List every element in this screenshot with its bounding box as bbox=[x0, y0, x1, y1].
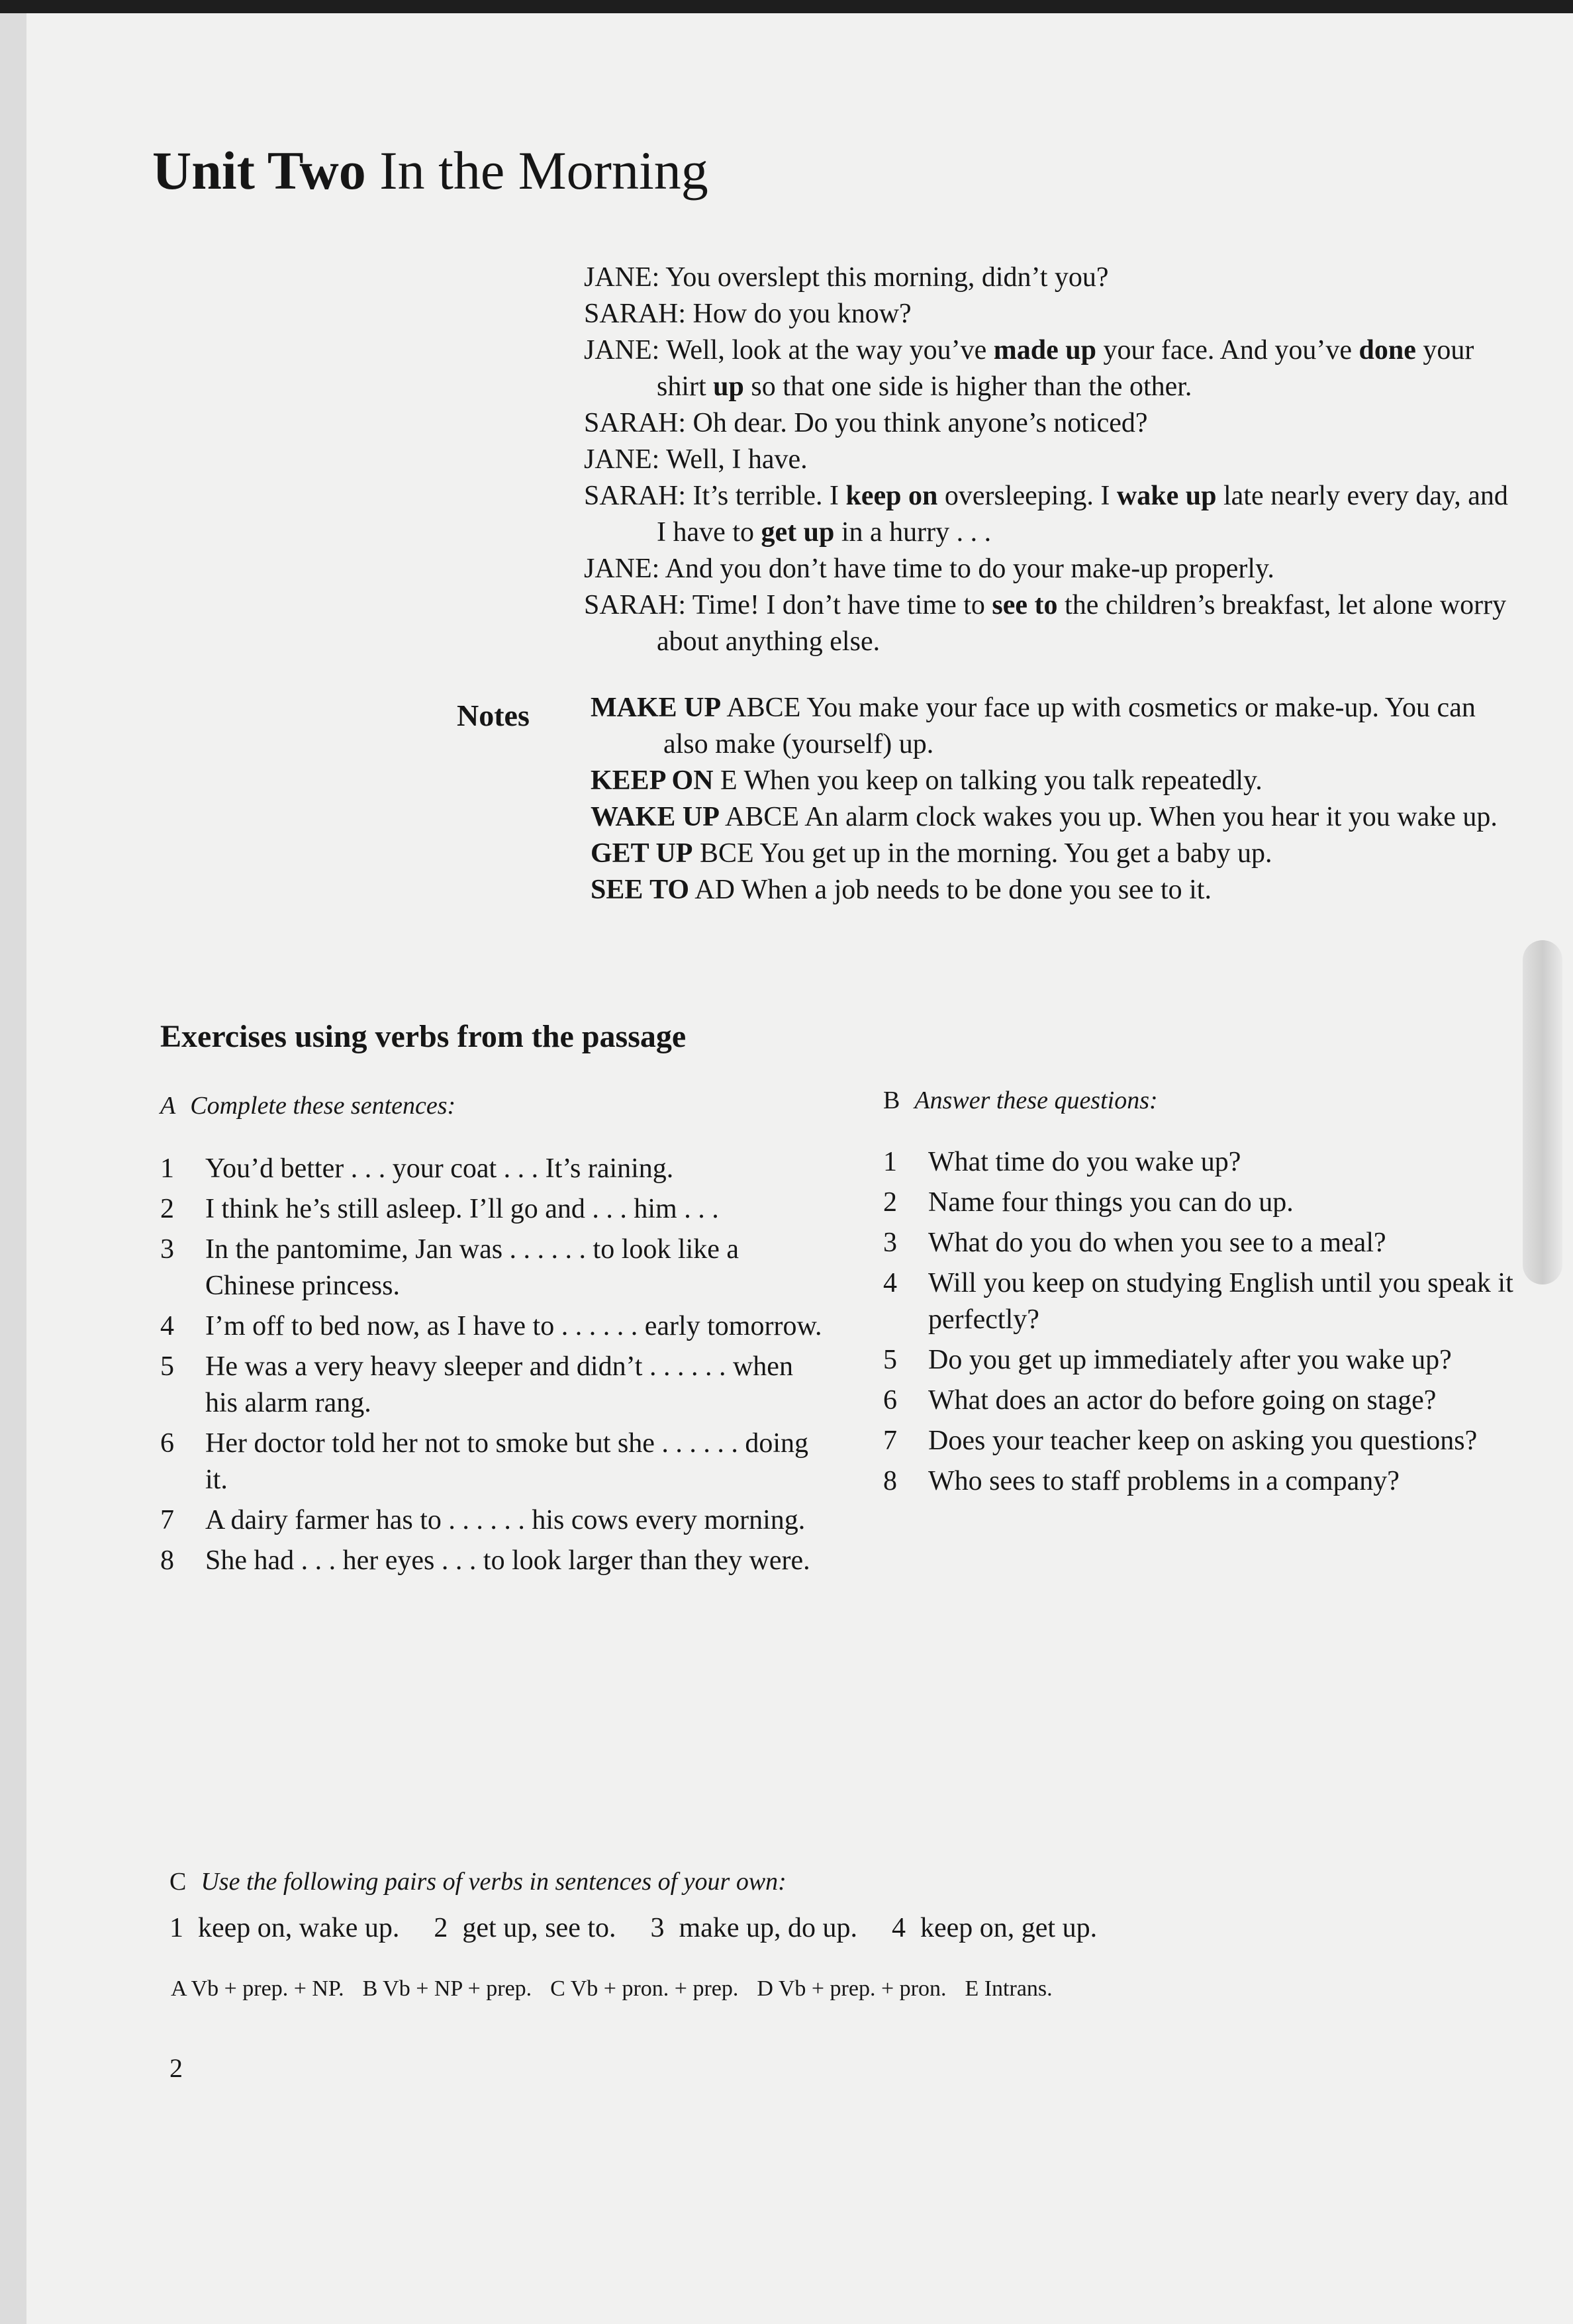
pair-number: 2 bbox=[434, 1913, 448, 1943]
key-entry: C Vb + pron. + prep. bbox=[550, 1976, 739, 2001]
note-verb: MAKE UP bbox=[591, 693, 722, 723]
pair-text: keep on, get up. bbox=[920, 1913, 1098, 1943]
unit-title-rest: In the Morning bbox=[379, 140, 708, 201]
dialogue-text: It’s terrible. I bbox=[692, 481, 846, 511]
dialogue-text: your face. And you’ve bbox=[1096, 335, 1359, 365]
item-number: 2 bbox=[160, 1194, 174, 1224]
dialogue-text: your shirt bbox=[657, 335, 1474, 402]
dialogue-line bbox=[584, 405, 1524, 442]
verb-pair bbox=[434, 1910, 616, 1947]
item-number: 5 bbox=[883, 1345, 897, 1375]
item-text: You’d better . . . your coat . . . It’s raining. bbox=[205, 1153, 674, 1184]
list-item bbox=[160, 1151, 822, 1187]
dialogue-line bbox=[584, 260, 1524, 296]
verb-pair bbox=[169, 1910, 399, 1947]
dialogue-line bbox=[584, 478, 1524, 551]
note-code: E bbox=[713, 765, 744, 796]
note-entry bbox=[591, 690, 1517, 763]
list-item bbox=[883, 1423, 1519, 1459]
note-code: ABCE bbox=[721, 693, 807, 723]
dialogue-line bbox=[584, 296, 1524, 332]
speaker-name: SARAH: bbox=[584, 481, 693, 511]
list-item bbox=[160, 1308, 822, 1345]
item-text: Do you get up immediately after you wake up? bbox=[928, 1345, 1452, 1375]
item-text: In the pantomime, Jan was . . . . . . to look like a Chinese princess. bbox=[205, 1234, 739, 1301]
item-text: A dairy farmer has to . . . . . . his cows every morning. bbox=[205, 1505, 806, 1535]
item-text: Will you keep on studying English until you speak it perfectly? bbox=[928, 1268, 1513, 1335]
note-entry bbox=[591, 799, 1517, 836]
pair-number: 4 bbox=[891, 1913, 906, 1943]
note-verb: KEEP ON bbox=[591, 765, 714, 796]
note-code: ABCE bbox=[719, 802, 805, 832]
section-b-instruction bbox=[883, 1086, 1158, 1115]
item-text: Name four things you can do up. bbox=[928, 1187, 1294, 1218]
item-text: He was a very heavy sleeper and didn’t . . . . . . when his alarm rang. bbox=[205, 1351, 793, 1418]
list-item bbox=[883, 1382, 1519, 1419]
key-entry: A Vb + prep. + NP. bbox=[171, 1976, 344, 2001]
section-b-letter: B bbox=[883, 1087, 900, 1114]
dialogue-line bbox=[584, 332, 1524, 405]
page-number: 2 bbox=[169, 2053, 183, 2083]
dialogue-text: How do you know? bbox=[692, 299, 912, 329]
item-number: 7 bbox=[883, 1426, 897, 1456]
item-number: 2 bbox=[883, 1187, 897, 1218]
item-text: What do you do when you see to a meal? bbox=[928, 1228, 1386, 1258]
list-item bbox=[160, 1543, 822, 1579]
key-entry: D Vb + prep. + pron. bbox=[757, 1976, 947, 2001]
item-text: Does your teacher keep on asking you questions? bbox=[928, 1426, 1478, 1456]
item-number: 1 bbox=[883, 1147, 897, 1177]
item-number: 4 bbox=[160, 1311, 174, 1341]
dialogue-line bbox=[584, 587, 1524, 660]
note-entry bbox=[591, 836, 1517, 872]
section-a-text: Complete these sentences: bbox=[190, 1092, 456, 1120]
list-item bbox=[883, 1144, 1519, 1181]
item-text: What does an actor do before going on stage? bbox=[928, 1385, 1437, 1416]
phrasal-verb: keep on bbox=[845, 481, 938, 511]
item-number: 1 bbox=[160, 1153, 174, 1184]
speaker-name: JANE: bbox=[584, 262, 666, 293]
note-entry bbox=[591, 763, 1517, 799]
page-smudge bbox=[1523, 940, 1562, 1284]
dialogue-text: Well, look at the way you’ve bbox=[666, 335, 994, 365]
dialogue-text: Oh dear. Do you think anyone’s noticed? bbox=[692, 408, 1148, 438]
list-item bbox=[160, 1232, 822, 1304]
note-text: An alarm clock wakes you up. When you hear it you wake up. bbox=[804, 802, 1498, 832]
section-c-letter: C bbox=[169, 1868, 187, 1896]
dialogue-text: in a hurry . . . bbox=[834, 517, 992, 548]
speaker-name: JANE: bbox=[584, 554, 665, 584]
pair-text: make up, do up. bbox=[679, 1913, 857, 1943]
dialogue-text: And you don’t have time to do your make-up properly. bbox=[665, 554, 1274, 584]
note-verb: WAKE UP bbox=[591, 802, 720, 832]
phrasal-verb: made up bbox=[993, 335, 1096, 365]
dialogue-text: the children’s breakfast, let alone worry about anything else. bbox=[657, 590, 1507, 657]
speaker-name: JANE: bbox=[584, 335, 667, 365]
unit-title-bold: Unit Two bbox=[152, 140, 366, 201]
list-item bbox=[160, 1349, 822, 1422]
note-verb: GET UP bbox=[591, 838, 693, 869]
pair-number: 3 bbox=[650, 1913, 665, 1943]
item-text: I’m off to bed now, as I have to . . . . . . early tomorrow. bbox=[205, 1311, 822, 1341]
speaker-name: SARAH: bbox=[584, 590, 692, 620]
list-item bbox=[883, 1225, 1519, 1261]
item-number: 8 bbox=[883, 1466, 897, 1496]
pair-text: keep on, wake up. bbox=[198, 1913, 400, 1943]
item-number: 4 bbox=[883, 1268, 897, 1298]
list-item bbox=[160, 1502, 822, 1539]
item-number: 3 bbox=[160, 1234, 174, 1265]
dialogue-line bbox=[584, 442, 1524, 478]
section-c-text: Use the following pairs of verbs in sentences of your own: bbox=[201, 1868, 787, 1896]
list-item bbox=[883, 1463, 1519, 1500]
section-b-text: Answer these questions: bbox=[914, 1087, 1158, 1114]
item-number: 7 bbox=[160, 1505, 174, 1535]
section-c-pairs bbox=[169, 1910, 1131, 1947]
verb-pair bbox=[651, 1910, 857, 1947]
notes-list bbox=[591, 690, 1517, 908]
notes-label: Notes bbox=[457, 699, 530, 732]
section-b-list bbox=[883, 1144, 1519, 1504]
section-c-instruction bbox=[169, 1867, 787, 1896]
pair-number: 1 bbox=[169, 1913, 183, 1943]
note-text: You get up in the morning. You get a baby up. bbox=[759, 838, 1272, 869]
dialogue-text: Time! I don’t have time to bbox=[692, 590, 992, 620]
dialogue-text: oversleeping. I bbox=[937, 481, 1117, 511]
phrasal-verb: wake up bbox=[1116, 481, 1217, 511]
note-verb: SEE TO bbox=[591, 875, 690, 905]
key-entry: E Intrans. bbox=[965, 1976, 1053, 2001]
item-text: Who sees to staff problems in a company? bbox=[928, 1466, 1400, 1496]
item-number: 6 bbox=[883, 1385, 897, 1416]
list-item bbox=[883, 1265, 1519, 1338]
item-number: 8 bbox=[160, 1545, 174, 1576]
item-text: She had . . . her eyes . . . to look larger than they were. bbox=[205, 1545, 810, 1576]
dialogue-text: late nearly every day, and I have to bbox=[657, 481, 1508, 548]
unit-title bbox=[152, 138, 708, 204]
list-item bbox=[160, 1426, 822, 1498]
note-text: You make your face up with cosmetics or make-up. You can also make (yourself) up. bbox=[663, 693, 1476, 759]
dialogue-text: so that one side is higher than the other. bbox=[743, 371, 1192, 402]
dialogue-line bbox=[584, 551, 1524, 587]
dialogue-text: You overslept this morning, didn’t you? bbox=[665, 262, 1109, 293]
list-item bbox=[883, 1342, 1519, 1379]
item-number: 5 bbox=[160, 1351, 174, 1382]
verb-type-key bbox=[171, 1976, 1071, 2002]
key-entry: B Vb + NP + prep. bbox=[362, 1976, 532, 2001]
speaker-name: JANE: bbox=[584, 444, 667, 475]
verb-pair bbox=[892, 1910, 1097, 1947]
section-a-list bbox=[160, 1151, 822, 1583]
note-code: AD bbox=[689, 875, 741, 905]
item-text: What time do you wake up? bbox=[928, 1147, 1241, 1177]
speaker-name: SARAH: bbox=[584, 299, 693, 329]
pair-text: get up, see to. bbox=[462, 1913, 616, 1943]
item-text: I think he’s still asleep. I’ll go and . . . him . . . bbox=[205, 1194, 719, 1224]
scan-border bbox=[0, 0, 1573, 13]
list-item bbox=[883, 1185, 1519, 1221]
phrasal-verb: see to bbox=[992, 590, 1058, 620]
phrasal-verb: done bbox=[1358, 335, 1416, 365]
note-code: BCE bbox=[692, 838, 760, 869]
phrasal-verb: up bbox=[713, 371, 744, 402]
phrasal-verb: get up bbox=[761, 517, 835, 548]
item-number: 6 bbox=[160, 1428, 174, 1459]
dialogue-text: Well, I have. bbox=[666, 444, 808, 475]
list-item bbox=[160, 1191, 822, 1228]
item-number: 3 bbox=[883, 1228, 897, 1258]
note-entry bbox=[591, 872, 1517, 908]
note-text: When a job needs to be done you see to it. bbox=[741, 875, 1212, 905]
item-text: Her doctor told her not to smoke but she . . . . . . doing it. bbox=[205, 1428, 809, 1495]
section-a-letter: A bbox=[160, 1092, 176, 1120]
speaker-name: SARAH: bbox=[584, 408, 693, 438]
dialogue bbox=[584, 260, 1524, 660]
section-a-instruction bbox=[160, 1091, 455, 1120]
note-text: When you keep on talking you talk repeatedly. bbox=[743, 765, 1263, 796]
exercises-heading: Exercises using verbs from the passage bbox=[160, 1019, 687, 1054]
